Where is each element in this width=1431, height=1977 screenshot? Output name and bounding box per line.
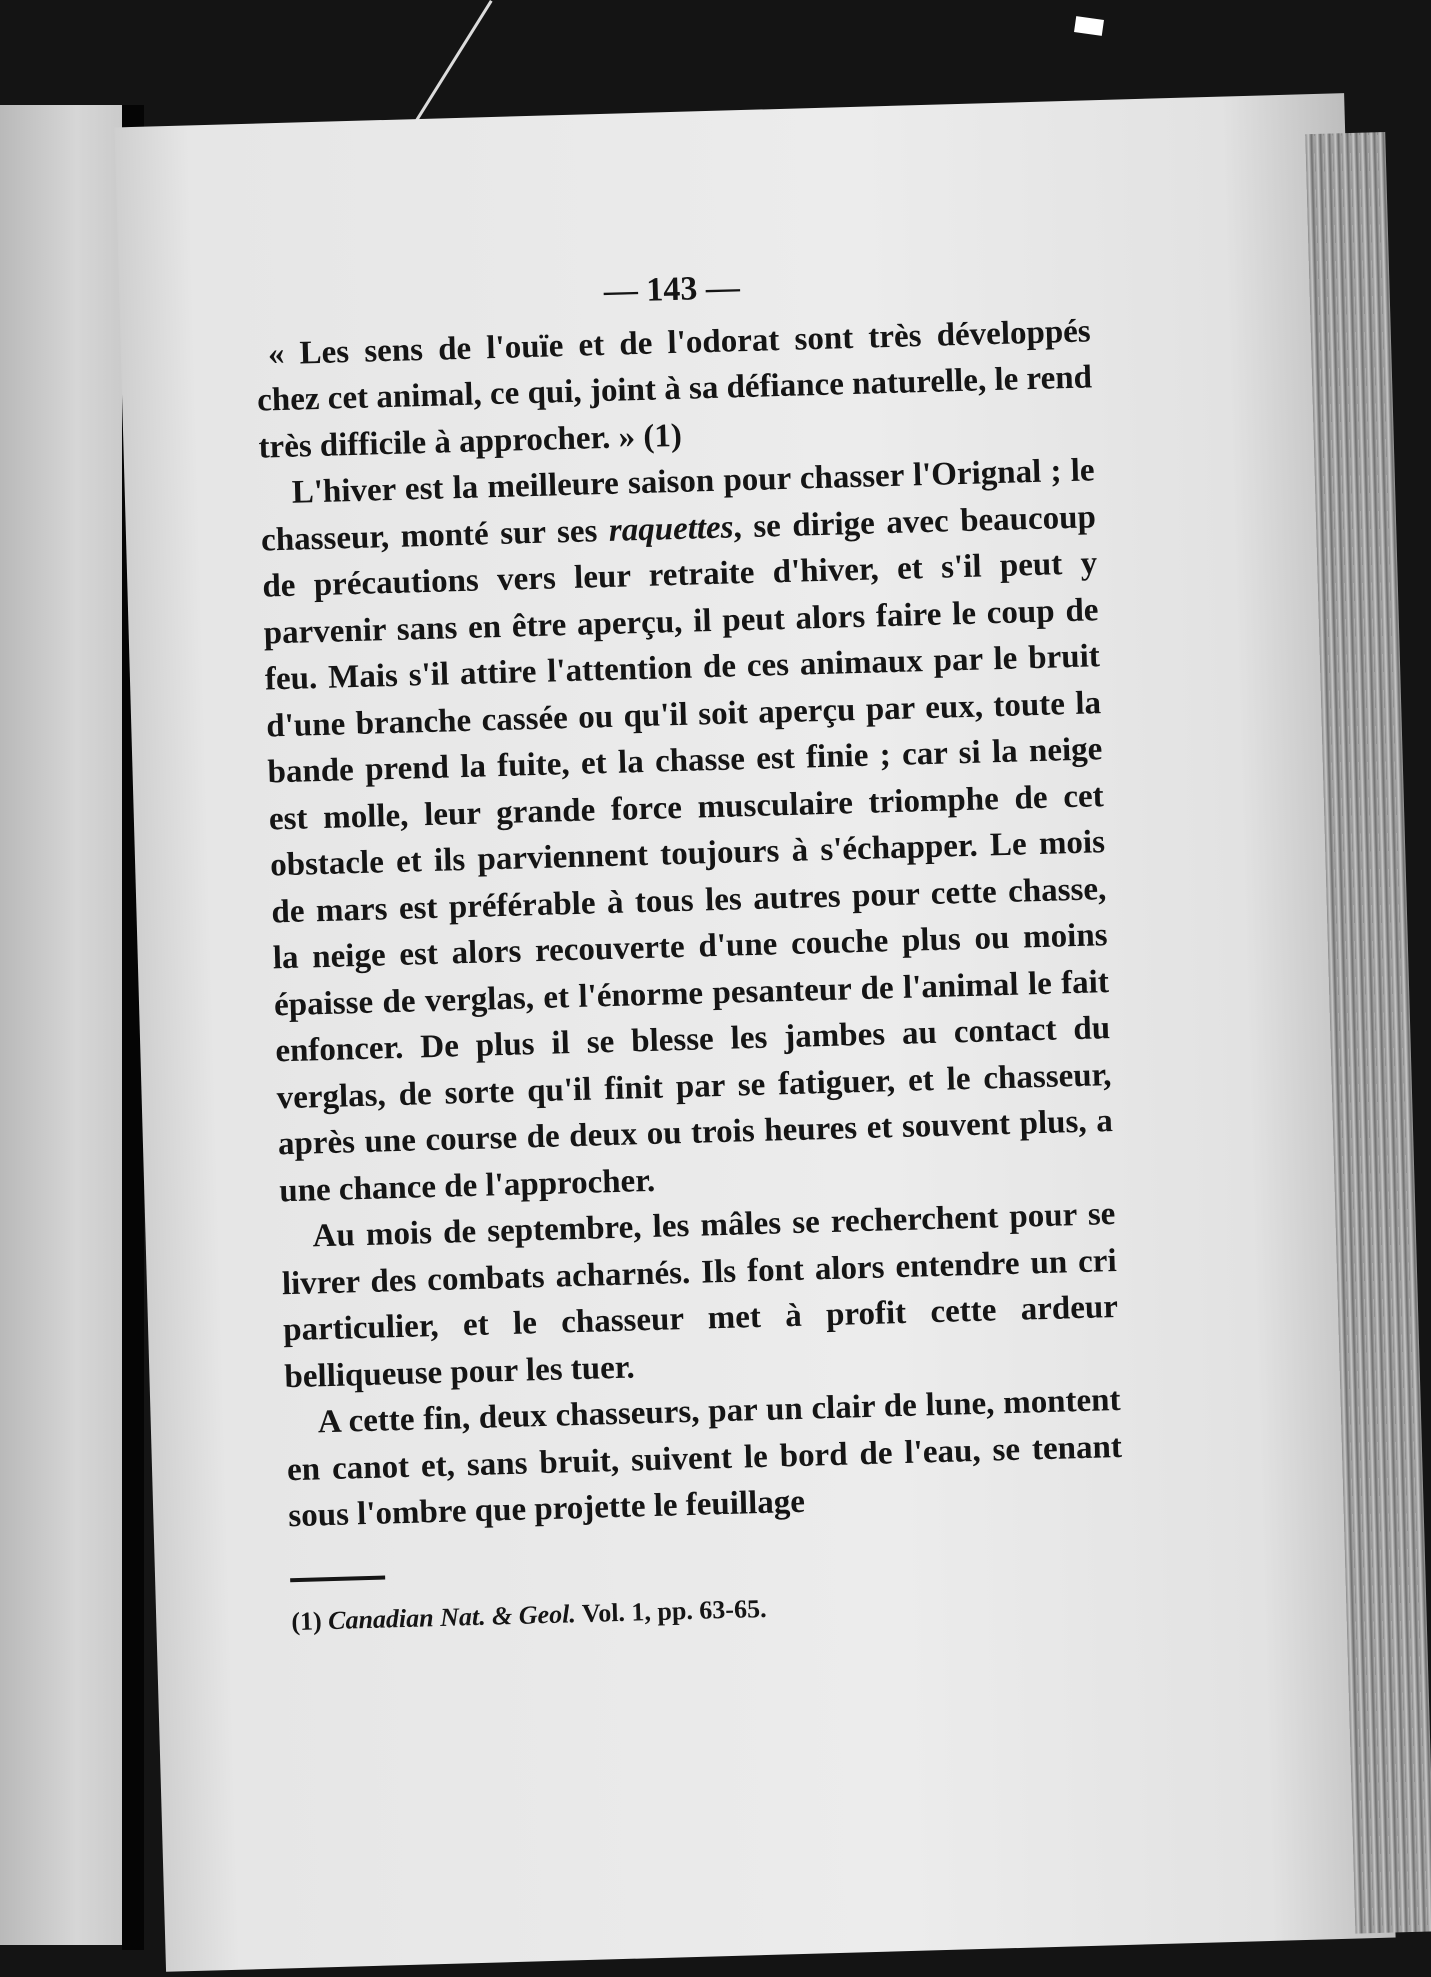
page-text [254, 255, 1127, 1639]
page-number: — 143 — [603, 269, 741, 310]
footnote-rule [290, 1575, 385, 1582]
book-page [115, 93, 1396, 1972]
paragraph-2-italic: raquettes [608, 508, 734, 549]
paragraph-1 [255, 308, 1094, 471]
footnote-title: Canadian Nat. & Geol. [327, 1598, 577, 1635]
paragraph-2-text-end: , se dirige avec beaucoup de précautions vers leur retraite d'hiver, et s'il peut y parvenir sans en être aperçu, il peut alors faire le coup de feu. Mais s'il attire l'attention de ces animaux par le bruit d'une branche cassée ou qu'il soit aperçu par eux, toute la bande prend la fuite, et la chasse est finie ; car si la neige est molle, leur grande force musculaire triomphe de cet obstacle et ils parviennent toujours à s'échapper. Le mois de mars est préférable à tous les autres pour cette chasse, la neige est alors recouverte d'une couche plus ou moins épaisse de verglas, et l'énorme pesanteur de l'animal le fait enfoncer. De plus il se blesse les jambes au contact du verglas, de sorte qu'il finit par se fatiguer, et le chasseur, après une course de deux ou trois heures et souvent plus, a une chance de l'approcher. [261, 498, 1114, 1209]
facing-page [0, 105, 128, 1945]
paragraph-1-text: « Les sens de l'ouïe et de l'odorat sont très développés chez cet animal, ce qui, joint à sa défiance naturelle, le rend très difficile à approcher. » (1) [256, 312, 1093, 466]
footnote-marker: (1) [290, 1605, 323, 1636]
paragraph-4-text: A cette fin, deux chasseurs, par un clair de lune, montent en canot et, sans bruit, suivent le bord de l'eau, se tenant sous l'ombre que projette le feuillage [286, 1381, 1123, 1535]
page-edges [1305, 132, 1431, 1934]
paragraph-3 [280, 1191, 1120, 1400]
paragraph-2-text-start: L'hiver est la meilleure saison pour chasser l'Orignal ; le chasseur, monté sur ses [260, 452, 1096, 559]
paragraph-3-text: Au mois de septembre, les mâles se recherchent pour se livrer des combats acharnés. Ils font alors entendre un cri particulier, et le chasseur met à profit cette ardeur belliqueuse pour les tuer. [281, 1196, 1119, 1395]
paragraph-4 [285, 1377, 1124, 1540]
film-mark [1074, 16, 1104, 36]
paragraph-2 [259, 447, 1114, 1214]
footnote-reference: Vol. 1, pp. 63-65. [581, 1593, 767, 1628]
footnote [291, 1580, 1127, 1639]
